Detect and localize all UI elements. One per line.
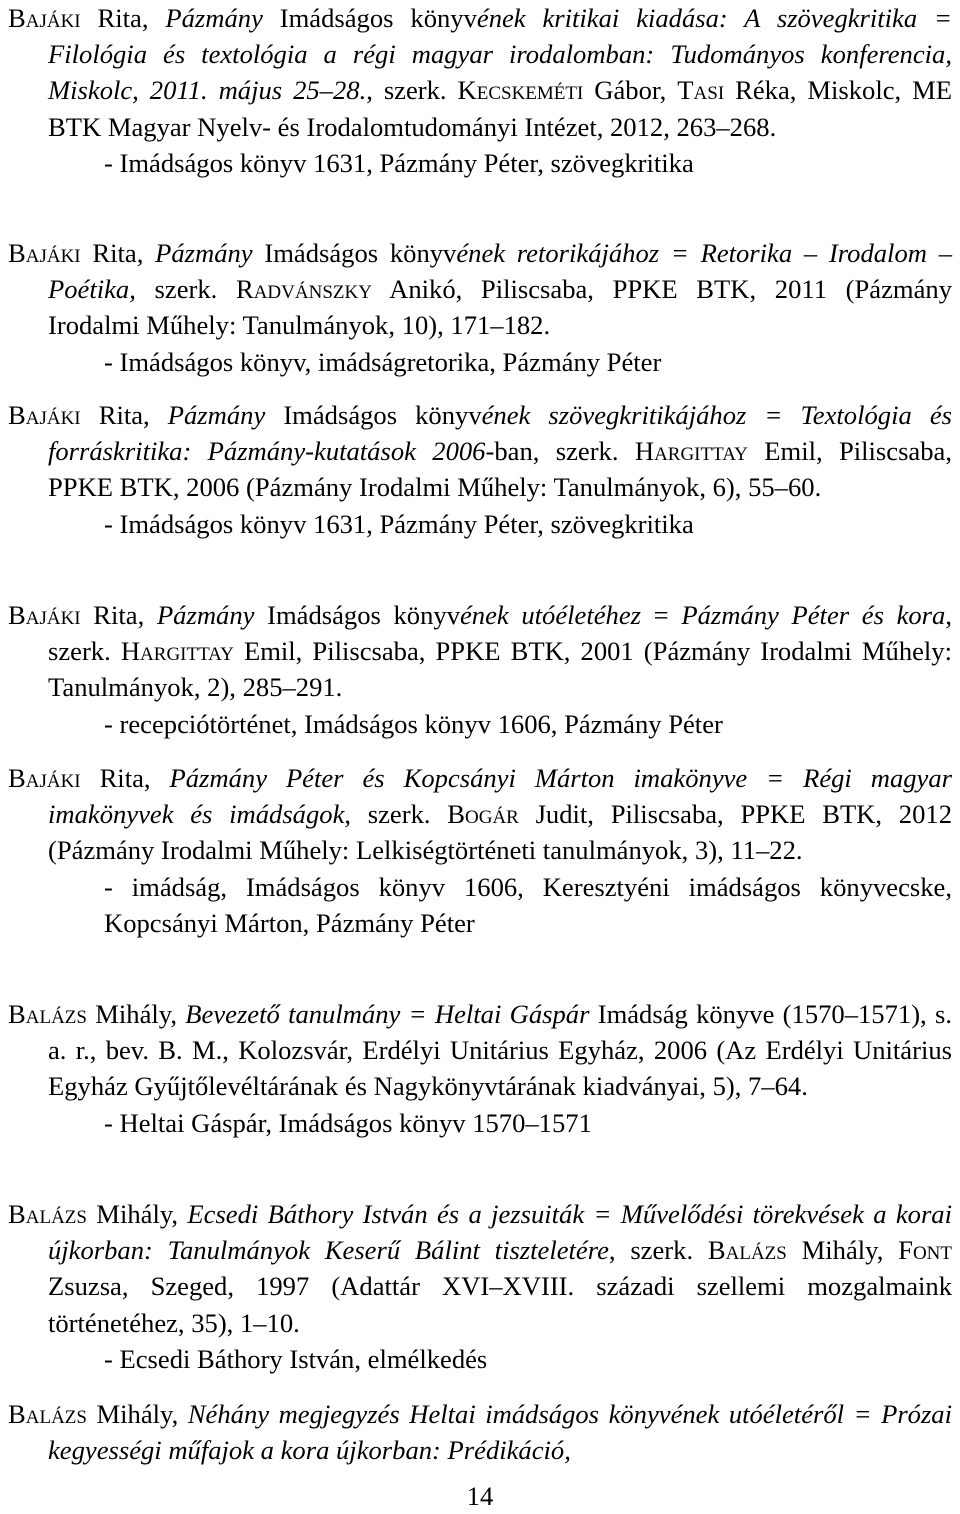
bib-entry	[8, 235, 952, 380]
keywords-line: - Imádságos könyv, imádságretorika, Pázmány Péter	[104, 346, 662, 377]
citation-fragment: Emil, Piliscsaba, PPKE BTK, 2001 (Pázmány Irodalmi Műhely: Tanulmányok, 2), 285–291.	[48, 636, 952, 703]
bib-entry	[8, 760, 952, 941]
citation-fragment: Rita,	[80, 238, 156, 268]
page-number: 14	[466, 1481, 494, 1511]
citation-fragment: Mihály,	[86, 999, 186, 1029]
bib-entry	[8, 0, 952, 181]
citation-fragment: Gábor,	[583, 75, 678, 106]
title-text: 28.	[332, 75, 367, 106]
citation-text	[8, 1396, 952, 1468]
author-surname: Bogár	[447, 799, 519, 830]
citation-fragment: Imádságos könyv	[265, 400, 482, 430]
title-text: ének kritikai kiadása: A szövegkritika = Filológia és textológia a régi magyar irodalomban: Tudományos konferencia, Miskolc, 2011. május 25	[48, 3, 952, 106]
citation-fragment: Imádságos könyv	[254, 600, 460, 630]
citation-fragment: Mihály,	[86, 1399, 188, 1429]
title-text: ének retorikájához = Retorika – Irodalom – Poétika,	[48, 238, 952, 305]
citation-fragment: Emil, Piliscsaba, PPKE BTK, 2006 (Pázmány Irodalmi Műhely: Tanulmányok, 6), 55–60.	[48, 436, 952, 503]
citation-fragment: Mihály,	[86, 1199, 188, 1229]
citation-text	[8, 397, 952, 506]
citation-fragment: Rita,	[80, 3, 166, 33]
citation-text	[8, 597, 952, 706]
keywords-line: - Imádságos könyv 1631, Pázmány Péter, szövegkritika	[104, 508, 694, 539]
title-text: Pázmány Péter és kora	[681, 600, 946, 630]
title-text: Bevezető tanulmány = Heltai Gáspár	[185, 999, 590, 1029]
citation-text	[8, 235, 952, 344]
author-surname: Balázs	[8, 1399, 87, 1429]
citation-fragment: Rita,	[80, 400, 168, 430]
citation-fragment: , szerk.	[608, 1235, 708, 1266]
citation-fragment: Mihály,	[786, 1235, 899, 1266]
keywords-line: - Heltai Gáspár, Imádságos könyv 1570–1571	[104, 1107, 592, 1138]
keywords-line: - recepciótörténet, Imádságos könyv 1606, Pázmány Péter	[104, 708, 723, 739]
title-text: Pázmány	[155, 238, 253, 268]
author-surname: Balázs	[8, 1199, 87, 1229]
citation-fragment: Imádságos könyv	[262, 3, 477, 33]
author-surname: Bajáki	[8, 400, 81, 430]
citation-fragment: -ban, szerk.	[485, 436, 635, 467]
title-text: ének szövegkritikájához = Textológia és forráskritika: Pázmány-kutatások 2006	[48, 400, 952, 467]
citation-fragment: , szerk.	[366, 75, 458, 106]
citation-fragment: Anikó, Piliscsaba, PPKE BTK, 2011 (Pázmány Irodalmi Műhely: Tanulmányok, 10), 171–182.	[48, 274, 952, 341]
author-surname: Font	[898, 1235, 952, 1266]
author-surname: Bajáki	[8, 3, 81, 33]
title-text: Pázmány	[156, 600, 255, 630]
citation-text	[8, 1196, 952, 1341]
citation-fragment: Zsuzsa, Szeged, 1997 (Adattár XVI–XVIII. századi szellemi mozgalmaink történetéhez, 35), 1–10.	[48, 1271, 952, 1338]
title-text: –	[319, 75, 333, 106]
author-surname: Hargittay	[120, 636, 234, 667]
citation-fragment: Imádságos könyv	[252, 238, 457, 268]
author-surname: Bajáki	[8, 763, 81, 793]
author-surname: Bajáki	[8, 600, 81, 630]
citation-fragment: , szerk.	[344, 799, 448, 830]
bib-entry	[8, 397, 952, 542]
title-text: Ecsedi Báthory István és a jezsuiták = Művelődési törekvések a korai újkorban: Tanulmányok Keserű Bálint tiszteletére	[48, 1199, 952, 1266]
title-text: Pázmány Péter és Kopcsányi Márton imakönyve = Régi magyar imakönyvek és imádságok	[48, 763, 953, 830]
title-text: ének utóéletéhez	[460, 600, 641, 630]
keywords-line: - Imádságos könyv 1631, Pázmány Péter, szövegkritika	[104, 147, 694, 178]
author-surname: Bajáki	[8, 238, 81, 268]
bib-entry	[8, 1196, 952, 1377]
keywords-line: - Ecsedi Báthory István, elmélkedés	[104, 1343, 488, 1374]
author-surname: Balázs	[8, 999, 87, 1029]
citation-text	[8, 996, 952, 1105]
author-surname: Radvánszky	[235, 274, 372, 305]
title-text: Néhány megjegyzés Heltai imádságos könyvének utóéletéről = Prózai kegyességi műfajok a kora újkorban: Prédikáció,	[48, 1399, 952, 1466]
citation-fragment: , szerk.	[48, 600, 952, 667]
title-text: Pázmány	[165, 3, 263, 33]
author-surname: Hargittay	[634, 436, 748, 467]
author-surname: Kecskeméti	[457, 75, 584, 106]
citation-fragment: Judit, Piliscsaba, PPKE BTK, 2012 (Pázmány Irodalmi Műhely: Lelkiségtörténeti tanulmányok, 3), 11–22.	[48, 799, 952, 866]
title-text: Pázmány	[167, 400, 266, 430]
citation-fragment: Réka, Miskolc, ME BTK Magyar Nyelv- és Irodalomtudományi Intézet, 2012, 263–268.	[48, 75, 952, 142]
bib-entry	[8, 1396, 952, 1468]
citation-fragment: Imádság könyve (1570–1571), s. a. r., bev. B. M., Kolozsvár, Erdélyi Unitárius Egyház, 2006 (Az Erdélyi Unitárius Egyház Gyűjtőlevéltárának és Nagykönyvtárának kiadványai, 5), 7–64.	[48, 999, 952, 1102]
citation-fragment: Rita,	[80, 763, 170, 793]
author-surname: Balázs	[707, 1235, 787, 1266]
citation-text	[8, 0, 952, 145]
bib-entry	[8, 996, 952, 1141]
author-surname: Tasi	[677, 75, 725, 106]
citation-fragment: szerk.	[135, 274, 236, 305]
keywords-line: - imádság, Imádságos könyv 1606, Keresztyéni imádságos könyvecske, Kopcsányi Márton, Pázmány Péter	[104, 871, 952, 938]
citation-fragment: =	[641, 600, 682, 630]
citation-fragment: Rita,	[80, 600, 157, 630]
citation-text	[8, 760, 952, 869]
bib-entry	[8, 597, 952, 742]
